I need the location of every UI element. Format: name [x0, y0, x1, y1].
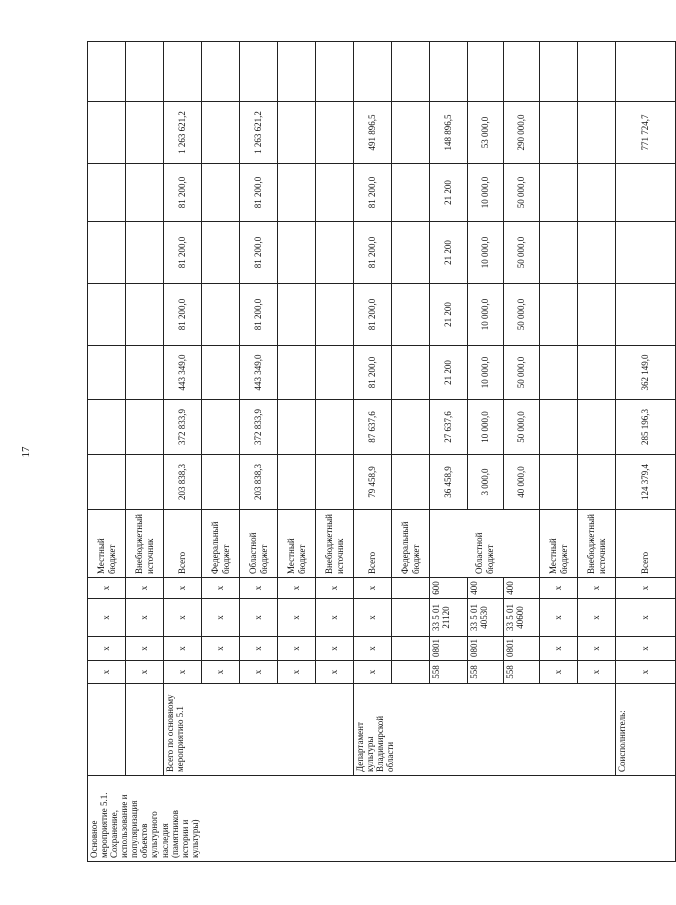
- amount-cell-c2: 50 000,0: [504, 400, 540, 455]
- amount-cell-c8: [164, 42, 202, 102]
- grbs-cell: х: [202, 661, 240, 684]
- amount-cell-c7: 148 896,5: [430, 102, 468, 164]
- funding-source-cell: Областной бюджет: [240, 510, 278, 578]
- amount-cell-c6: 10 000,0: [468, 164, 504, 222]
- table-row: [616, 42, 676, 862]
- amount-cell-c1: [392, 455, 430, 510]
- grbs-cell: [392, 661, 430, 684]
- csr-cell: х: [616, 599, 676, 637]
- amount-cell-c6: [316, 164, 354, 222]
- funding-source-cell: Внебюджетный источник: [578, 510, 616, 578]
- vr-cell: х: [240, 578, 278, 599]
- responsible-cell: Всего по основному мероприятию 5.1: [164, 684, 354, 776]
- vr-cell: х: [578, 578, 616, 599]
- funding-source-cell: Федеральный бюджет: [392, 510, 430, 578]
- csr-cell: х: [240, 599, 278, 637]
- amount-cell-c6: [616, 164, 676, 222]
- amount-cell-c5: 81 200,0: [164, 222, 202, 284]
- rz-cell: х: [240, 637, 278, 661]
- amount-cell-c6: [202, 164, 240, 222]
- amount-cell-c8: [240, 42, 278, 102]
- amount-cell-c1: [578, 455, 616, 510]
- amount-cell-c1: 203 838,3: [240, 455, 278, 510]
- amount-cell-c3: [392, 346, 430, 400]
- funding-source-cell: Всего: [354, 510, 392, 578]
- amount-cell-c7: [202, 102, 240, 164]
- vr-cell: х: [354, 578, 392, 599]
- amount-cell-c2: [316, 400, 354, 455]
- amount-cell-c2: 372 833,9: [164, 400, 202, 455]
- csr-cell: х: [202, 599, 240, 637]
- csr-cell: х: [164, 599, 202, 637]
- amount-cell-c7: 491 896,5: [354, 102, 392, 164]
- funding-source-cell: Местный бюджет: [540, 510, 578, 578]
- amount-cell-c4: [392, 284, 430, 346]
- amount-cell-c5: [392, 222, 430, 284]
- amount-cell-c4: 81 200,0: [240, 284, 278, 346]
- amount-cell-c4: [278, 284, 316, 346]
- csr-cell: 33 5 01 40600: [504, 599, 540, 637]
- amount-cell-c3: [578, 346, 616, 400]
- amount-cell-c4: 50 000,0: [504, 284, 540, 346]
- amount-cell-c1: 203 838,3: [164, 455, 202, 510]
- amount-cell-c8: [540, 42, 578, 102]
- amount-cell-c5: [616, 222, 676, 284]
- rz-cell: [392, 637, 430, 661]
- amount-cell-c5: 81 200,0: [240, 222, 278, 284]
- amount-cell-c5: 81 200,0: [354, 222, 392, 284]
- responsible-cell: Соисполнитель:: [616, 684, 676, 776]
- amount-cell-c2: 285 196,3: [616, 400, 676, 455]
- main-event-cell: Основное мероприятие 5.1. Сохранение, использование и популяризация объектов культурного наследия (памятников истории и культуры): [88, 776, 676, 862]
- amount-cell-c5: [126, 222, 164, 284]
- amount-cell-c7: 1 263 621,2: [164, 102, 202, 164]
- amount-cell-c3: [88, 346, 126, 400]
- amount-cell-c6: [578, 164, 616, 222]
- table-row: [126, 42, 164, 862]
- grbs-cell: х: [164, 661, 202, 684]
- amount-cell-c2: [202, 400, 240, 455]
- amount-cell-c7: [278, 102, 316, 164]
- amount-cell-c8: [430, 42, 468, 102]
- amount-cell-c5: [540, 222, 578, 284]
- amount-cell-c1: 36 458,9: [430, 455, 468, 510]
- funding-source-cell: Внебюджетный источник: [126, 510, 164, 578]
- amount-cell-c6: [540, 164, 578, 222]
- amount-cell-c8: [468, 42, 504, 102]
- amount-cell-c8: [202, 42, 240, 102]
- csr-cell: х: [126, 599, 164, 637]
- table-body: [88, 42, 676, 862]
- vr-cell: [392, 578, 430, 599]
- amount-cell-c8: [616, 42, 676, 102]
- amount-cell-c3: 21 200: [430, 346, 468, 400]
- csr-cell: х: [354, 599, 392, 637]
- amount-cell-c8: [126, 42, 164, 102]
- amount-cell-c1: [126, 455, 164, 510]
- rz-cell: х: [88, 637, 126, 661]
- amount-cell-c3: [126, 346, 164, 400]
- grbs-cell: х: [316, 661, 354, 684]
- amount-cell-c3: 443 349,0: [164, 346, 202, 400]
- table-row: [354, 42, 392, 862]
- amount-cell-c2: [578, 400, 616, 455]
- amount-cell-c7: 53 000,0: [468, 102, 504, 164]
- page-number: 17: [20, 446, 32, 458]
- vr-cell: х: [278, 578, 316, 599]
- amount-cell-c8: [504, 42, 540, 102]
- vr-cell: 600: [430, 578, 468, 599]
- amount-cell-c3: 362 149,0: [616, 346, 676, 400]
- funding-source-cell: Внебюджетный источник: [316, 510, 354, 578]
- csr-cell: 33 5 01 21120: [430, 599, 468, 637]
- amount-cell-c4: 81 200,0: [354, 284, 392, 346]
- amount-cell-c4: 21 200: [430, 284, 468, 346]
- rz-cell: х: [540, 637, 578, 661]
- amount-cell-c3: [278, 346, 316, 400]
- grbs-cell: х: [578, 661, 616, 684]
- csr-cell: х: [278, 599, 316, 637]
- amount-cell-c7: [540, 102, 578, 164]
- funding-source-cell: Всего: [616, 510, 676, 578]
- amount-cell-c8: [578, 42, 616, 102]
- amount-cell-c1: 124 379,4: [616, 455, 676, 510]
- amount-cell-c7: 1 263 621,2: [240, 102, 278, 164]
- csr-cell: х: [88, 599, 126, 637]
- amount-cell-c5: [578, 222, 616, 284]
- csr-cell: х: [316, 599, 354, 637]
- grbs-cell: 558: [468, 661, 504, 684]
- amount-cell-c5: 10 000,0: [468, 222, 504, 284]
- vr-cell: х: [540, 578, 578, 599]
- responsible-cell: Департамент культуры Владимирской области: [354, 684, 616, 776]
- amount-cell-c8: [354, 42, 392, 102]
- vr-cell: х: [88, 578, 126, 599]
- vr-cell: х: [316, 578, 354, 599]
- amount-cell-c5: [278, 222, 316, 284]
- amount-cell-c1: [278, 455, 316, 510]
- funding-source-cell: Местный бюджет: [88, 510, 126, 578]
- amount-cell-c7: [126, 102, 164, 164]
- amount-cell-c7: 290 000,0: [504, 102, 540, 164]
- amount-cell-c6: [392, 164, 430, 222]
- amount-cell-c6: 81 200,0: [240, 164, 278, 222]
- amount-cell-c8: [392, 42, 430, 102]
- grbs-cell: х: [540, 661, 578, 684]
- amount-cell-c3: 50 000,0: [504, 346, 540, 400]
- budget-table: [87, 41, 676, 862]
- amount-cell-c4: [540, 284, 578, 346]
- table-row: [164, 42, 202, 862]
- rz-cell: х: [316, 637, 354, 661]
- amount-cell-c7: [578, 102, 616, 164]
- rz-cell: х: [126, 637, 164, 661]
- amount-cell-c6: 50 000,0: [504, 164, 540, 222]
- rz-cell: 0801: [430, 637, 468, 661]
- amount-cell-c5: 50 000,0: [504, 222, 540, 284]
- responsible-cell: [126, 684, 164, 776]
- amount-cell-c5: 21 200: [430, 222, 468, 284]
- amount-cell-c7: [316, 102, 354, 164]
- vr-cell: х: [164, 578, 202, 599]
- amount-cell-c6: 81 200,0: [164, 164, 202, 222]
- funding-source-cell: Местный бюджет: [278, 510, 316, 578]
- amount-cell-c5: [316, 222, 354, 284]
- amount-cell-c5: [202, 222, 240, 284]
- amount-cell-c1: 79 458,9: [354, 455, 392, 510]
- amount-cell-c4: [126, 284, 164, 346]
- grbs-cell: х: [354, 661, 392, 684]
- csr-cell: [392, 599, 430, 637]
- vr-cell: х: [126, 578, 164, 599]
- funding-source-cell: Областной бюджет: [430, 510, 540, 578]
- amount-cell-c1: 3 000,0: [468, 455, 504, 510]
- amount-cell-c2: 10 000,0: [468, 400, 504, 455]
- amount-cell-c2: [88, 400, 126, 455]
- amount-cell-c7: 771 724,7: [616, 102, 676, 164]
- amount-cell-c4: [316, 284, 354, 346]
- grbs-cell: х: [278, 661, 316, 684]
- funding-source-cell: Федеральный бюджет: [202, 510, 240, 578]
- amount-cell-c8: [316, 42, 354, 102]
- grbs-cell: х: [126, 661, 164, 684]
- rz-cell: 0801: [504, 637, 540, 661]
- amount-cell-c8: [88, 42, 126, 102]
- amount-cell-c8: [278, 42, 316, 102]
- amount-cell-c3: [202, 346, 240, 400]
- amount-cell-c4: 10 000,0: [468, 284, 504, 346]
- amount-cell-c3: 443 349,0: [240, 346, 278, 400]
- grbs-cell: х: [88, 661, 126, 684]
- amount-cell-c3: [540, 346, 578, 400]
- amount-cell-c6: [88, 164, 126, 222]
- amount-cell-c2: [126, 400, 164, 455]
- amount-cell-c3: 10 000,0: [468, 346, 504, 400]
- amount-cell-c2: [392, 400, 430, 455]
- rz-cell: х: [278, 637, 316, 661]
- amount-cell-c1: [316, 455, 354, 510]
- amount-cell-c4: [616, 284, 676, 346]
- amount-cell-c6: 81 200,0: [354, 164, 392, 222]
- rotated-table-wrapper: [87, 65, 651, 862]
- amount-cell-c6: [278, 164, 316, 222]
- rz-cell: х: [578, 637, 616, 661]
- grbs-cell: 558: [504, 661, 540, 684]
- rz-cell: 0801: [468, 637, 504, 661]
- grbs-cell: х: [616, 661, 676, 684]
- csr-cell: 33 5 01 40530: [468, 599, 504, 637]
- vr-cell: 400: [468, 578, 504, 599]
- amount-cell-c6: 21 200: [430, 164, 468, 222]
- amount-cell-c2: 27 637,6: [430, 400, 468, 455]
- amount-cell-c4: [578, 284, 616, 346]
- amount-cell-c3: [316, 346, 354, 400]
- amount-cell-c4: [88, 284, 126, 346]
- amount-cell-c4: 81 200,0: [164, 284, 202, 346]
- vr-cell: х: [616, 578, 676, 599]
- vr-cell: 400: [504, 578, 540, 599]
- grbs-cell: 558: [430, 661, 468, 684]
- amount-cell-c4: [202, 284, 240, 346]
- amount-cell-c2: [540, 400, 578, 455]
- amount-cell-c3: 81 200,0: [354, 346, 392, 400]
- amount-cell-c1: 40 000,0: [504, 455, 540, 510]
- rz-cell: х: [202, 637, 240, 661]
- amount-cell-c1: [202, 455, 240, 510]
- amount-cell-c7: [88, 102, 126, 164]
- amount-cell-c5: [88, 222, 126, 284]
- amount-cell-c1: [540, 455, 578, 510]
- amount-cell-c1: [88, 455, 126, 510]
- csr-cell: х: [578, 599, 616, 637]
- amount-cell-c2: 87 637,6: [354, 400, 392, 455]
- amount-cell-c6: [126, 164, 164, 222]
- rz-cell: х: [164, 637, 202, 661]
- amount-cell-c2: 372 833,9: [240, 400, 278, 455]
- grbs-cell: х: [240, 661, 278, 684]
- rz-cell: х: [616, 637, 676, 661]
- rz-cell: х: [354, 637, 392, 661]
- vr-cell: х: [202, 578, 240, 599]
- funding-source-cell: Всего: [164, 510, 202, 578]
- amount-cell-c2: [278, 400, 316, 455]
- amount-cell-c7: [392, 102, 430, 164]
- table-row: [88, 42, 126, 862]
- csr-cell: х: [540, 599, 578, 637]
- responsible-cell: [88, 684, 126, 776]
